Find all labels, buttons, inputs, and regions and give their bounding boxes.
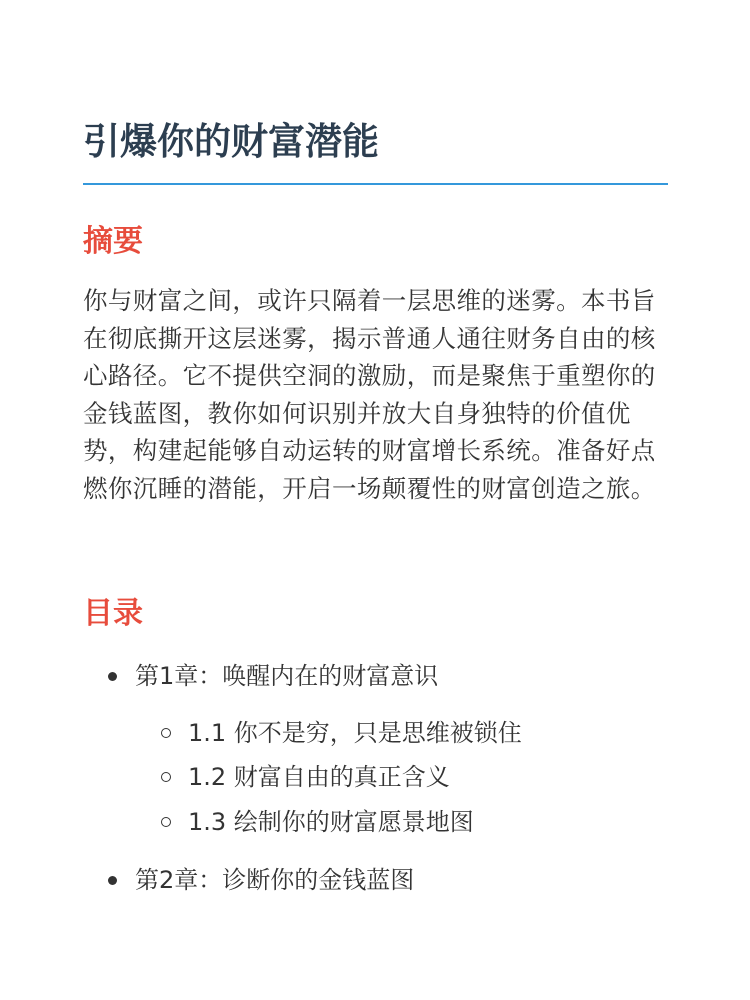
toc-chapter-1 — [135, 659, 438, 693]
toc-section-1-3 — [188, 805, 474, 839]
title-divider — [83, 183, 668, 185]
toc-chapter-1-label: 第1章：唤醒内在的财富意识 — [135, 662, 439, 690]
toc-chapter-2 — [135, 863, 414, 897]
toc-section-1-1-label: 1.1 你不是穷，只是思维被锁住 — [188, 719, 522, 747]
toc-section-1-2-label: 1.2 财富自由的真正含义 — [188, 763, 450, 791]
abstract-heading: 摘要 — [83, 224, 143, 259]
abstract-paragraph: 你与财富之间，或许只隔着一层思维的迷雾。本书旨在彻底撕开这层迷雾，揭示普通人通往财务自由的核心路径。它不提供空洞的激励，而是聚焦于重塑你的金钱蓝图，教你如何识别并放大自身独特的价值优势，构建起能够自动运转的财富增长系统。准备好点燃你沉睡的潜能，开启一场颠覆性的财富创造之旅。 — [83, 286, 656, 503]
document-title: 引爆你的财富潜能 — [83, 120, 379, 163]
bullet-circle-icon — [161, 728, 171, 738]
toc-section-1-1 — [188, 716, 522, 750]
bullet-disc-icon — [108, 876, 117, 885]
bullet-circle-icon — [161, 817, 171, 827]
bullet-disc-icon — [108, 672, 117, 681]
bullet-circle-icon — [161, 772, 171, 782]
toc-section-1-3-label: 1.3 绘制你的财富愿景地图 — [188, 808, 474, 836]
toc-heading: 目录 — [83, 596, 143, 631]
toc-chapter-2-label: 第2章：诊断你的金钱蓝图 — [135, 866, 415, 894]
toc-section-1-2 — [188, 760, 450, 794]
